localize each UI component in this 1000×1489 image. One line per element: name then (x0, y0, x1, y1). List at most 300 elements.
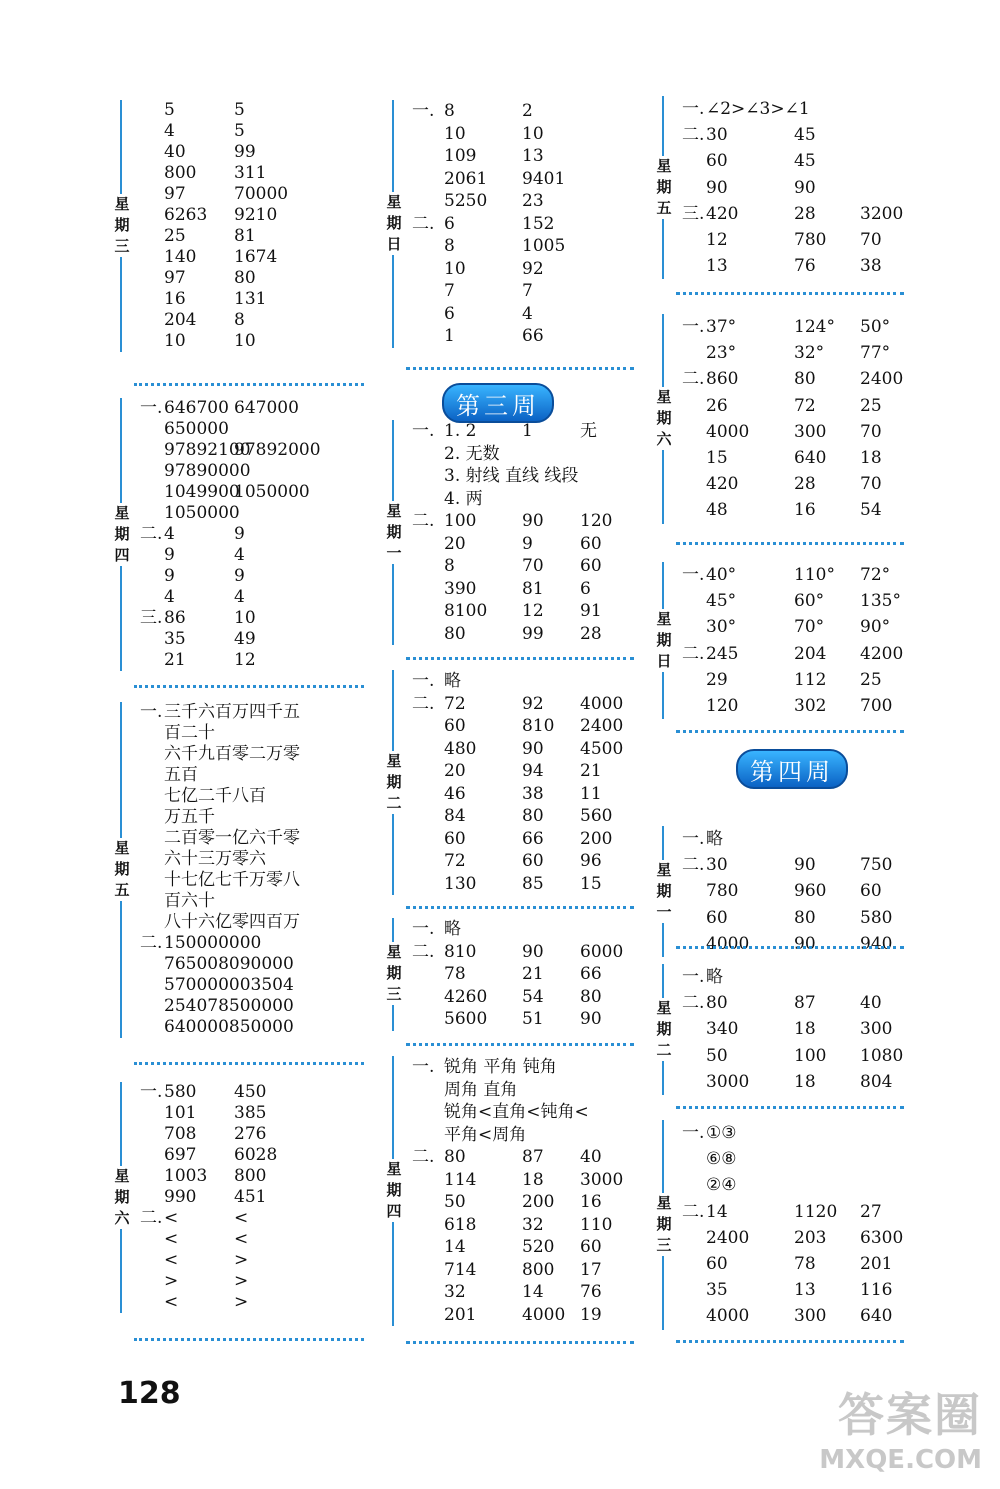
answer-value: 78 (794, 1253, 816, 1274)
answer-value: 72 (794, 395, 816, 416)
answer-value: 1005 (522, 236, 566, 256)
answer-value: 50 (706, 1045, 728, 1066)
answer-value: 40 (580, 1147, 602, 1167)
question-number: 一. (140, 702, 163, 722)
answer-value: 114 (444, 1169, 477, 1190)
answer-value: 245 (706, 643, 739, 664)
answer-value: 580 (164, 1082, 197, 1102)
question-number: 二. (682, 643, 705, 664)
answer-value: 66 (580, 964, 602, 984)
weekday-label: 星 期 六 (654, 387, 674, 450)
answer-value: 20 (444, 761, 466, 781)
answer-value: 112 (794, 669, 827, 690)
answer-value: 十七亿七千万零八 (164, 870, 300, 890)
answer-value: 18 (522, 1169, 544, 1190)
answer-value: 110° (794, 565, 835, 585)
section-divider (676, 292, 904, 295)
section-divider (134, 1062, 364, 1065)
answer-value: 120 (706, 695, 739, 716)
answer-value: 960 (794, 881, 827, 902)
answer-value: 46 (444, 783, 466, 804)
answer-value: 23 (522, 191, 544, 211)
answer-value: 810 (444, 941, 477, 962)
answer-value: 60 (444, 716, 466, 736)
answer-value: 420 (706, 474, 739, 495)
answer-value: 平角<周角 (444, 1124, 527, 1145)
answer-value: 12 (706, 229, 728, 250)
answer-value: 1120 (794, 1201, 838, 1222)
answer-value: 9 (164, 566, 175, 586)
answer-value: 780 (794, 229, 827, 250)
answer-value: 5600 (444, 1009, 488, 1029)
answer-value: 13 (794, 1280, 816, 1301)
answer-value: 90 (522, 511, 544, 531)
answer-value: 29 (706, 669, 728, 690)
answer-value: 锐角 平角 钝角 (444, 1057, 557, 1077)
answer-value: 8 (444, 101, 455, 121)
answer-value: 72° (860, 565, 891, 585)
answer-value: 78 (444, 964, 466, 984)
answer-value: 90 (706, 177, 728, 198)
answer-value: 203 (794, 1227, 827, 1248)
answer-value: 100 (794, 1045, 827, 1066)
answer-value: 60 (522, 851, 544, 871)
watermark-logo-text: 答案圈 (838, 1388, 982, 1442)
answer-value: 100 (444, 511, 477, 531)
answer-value: 二百零一亿六千零 (164, 828, 300, 848)
answer-value: 4 (164, 587, 175, 607)
answer-value: 六十三万零六 (164, 849, 266, 869)
answer-value: 26 (706, 395, 728, 416)
answer-value: 60 (706, 1253, 728, 1274)
answer-value: 110 (580, 1214, 613, 1235)
week-badge: 第三周 (442, 383, 554, 423)
answer-value: 7 (522, 281, 533, 301)
answer-value: 152 (522, 213, 555, 234)
question-number: 二. (682, 855, 705, 876)
answer-value: 300 (794, 421, 827, 442)
section-divider (406, 906, 634, 909)
answer-value: 五百 (164, 765, 198, 785)
answer-value: 96 (580, 851, 602, 871)
answer-value: 35 (706, 1280, 728, 1301)
weekday-label: 星 期 二 (384, 751, 404, 814)
answer-value: 32° (794, 343, 825, 364)
answer-value: 60 (706, 907, 728, 928)
question-number: 二. (140, 1208, 163, 1228)
answer-value: 4 (522, 303, 533, 324)
answer-value: 4 (234, 545, 245, 565)
answer-value: 10 (234, 331, 256, 351)
answer-value: 60° (794, 591, 825, 612)
question-number: 二. (682, 125, 705, 146)
answer-value: 50 (444, 1192, 466, 1212)
answer-value: < (164, 1292, 179, 1312)
answer-value: 80 (522, 806, 544, 826)
question-number: 二. (140, 524, 163, 544)
answer-value: 200 (580, 828, 613, 849)
answer-value: 6300 (860, 1227, 904, 1248)
answer-value: 3. 射线 直线 线段 (444, 466, 579, 486)
answer-value: 28 (794, 474, 816, 495)
answer-value: < (164, 1208, 179, 1228)
answer-value: 10 (164, 331, 186, 351)
answer-value: 21 (522, 964, 544, 984)
answer-value: 40° (706, 565, 737, 585)
question-number: 一. (682, 829, 705, 849)
answer-value: 30° (706, 617, 737, 638)
answer-value: 4 (164, 524, 175, 544)
answer-value: 11 (580, 783, 602, 804)
answer-value: 27 (860, 1201, 882, 1222)
answer-value: 60 (706, 151, 728, 172)
answer-value: 72 (444, 693, 466, 714)
answer-value: 略 (706, 829, 723, 849)
watermark-site: MXQE.COM (819, 1445, 982, 1475)
question-number: 一. (412, 919, 435, 939)
answer-value: 1080 (860, 1045, 904, 1066)
question-number: 一. (682, 565, 705, 585)
answer-value: 570000003504 (164, 975, 294, 995)
answer-value: 18 (860, 447, 882, 468)
page-number: 128 (118, 1376, 181, 1411)
answer-value: 76 (580, 1282, 602, 1302)
answer-value: 4000 (706, 1306, 750, 1327)
answer-value: 9210 (234, 205, 278, 225)
answer-value: 640000850000 (164, 1017, 294, 1037)
weekday-label: 星 期 六 (112, 1166, 132, 1229)
answer-value: 25 (860, 669, 882, 690)
answer-value: 21 (580, 761, 602, 781)
answer-value: 19 (580, 1304, 602, 1325)
answer-value: 8 (444, 556, 455, 576)
section-divider (134, 383, 364, 386)
answer-value: 90 (522, 941, 544, 962)
answer-value: 1 (444, 326, 455, 346)
answer-value: 14 (706, 1201, 728, 1222)
answer-value: 54 (522, 986, 544, 1007)
answer-value: 81 (234, 226, 256, 246)
section-divider (676, 946, 904, 949)
answer-value: 无 (580, 421, 597, 441)
answer-value: 804 (860, 1071, 893, 1092)
question-number: 一. (682, 1123, 705, 1143)
answer-value: 101 (164, 1103, 197, 1123)
answer-value: 5 (234, 121, 245, 141)
answer-value: 80 (234, 268, 256, 288)
answer-value: 2400 (706, 1227, 750, 1248)
answer-value: 5 (234, 100, 245, 120)
answer-value: < (234, 1208, 249, 1228)
answer-value: 10 (444, 123, 466, 144)
answer-value: 48 (706, 500, 728, 521)
section-divider (676, 1106, 904, 1109)
answer-value: 4 (164, 121, 175, 141)
answer-value: 97 (164, 184, 186, 204)
question-number: 一. (682, 99, 705, 119)
answer-value: 60 (580, 533, 602, 554)
answer-value: 90 (580, 1009, 602, 1029)
answer-value: 70 (860, 474, 882, 495)
answer-value: 66 (522, 828, 544, 849)
answer-value: 2400 (860, 369, 904, 390)
answer-value: 6 (580, 578, 591, 599)
answer-value: 254078500000 (164, 996, 294, 1016)
answer-value: 800 (164, 163, 197, 183)
answer-value: 4 (234, 587, 245, 607)
answer-value: 45° (706, 591, 737, 612)
answer-value: 9 (234, 524, 245, 544)
answer-value: 80 (706, 993, 728, 1014)
question-number: 二. (412, 213, 435, 234)
answer-value: 1674 (234, 247, 278, 267)
answer-value: 8100 (444, 601, 488, 621)
answer-value: 8 (234, 310, 245, 330)
answer-value: 80 (794, 369, 816, 390)
answer-value: 99 (522, 623, 544, 644)
section-divider (134, 685, 364, 688)
answer-value: 16 (580, 1192, 602, 1212)
answer-value: 37° (706, 317, 737, 337)
answer-value: 97892100 (164, 440, 251, 460)
answer-value: 80 (444, 1147, 466, 1167)
answer-value: 3000 (706, 1071, 750, 1092)
answer-value: 90 (794, 177, 816, 198)
answer-value: 84 (444, 806, 466, 826)
answer-value: 1 (522, 421, 533, 441)
answer-value: 640 (860, 1306, 893, 1327)
question-number: 三. (682, 203, 705, 224)
answer-value: 18 (794, 1019, 816, 1040)
question-number: 三. (140, 608, 163, 628)
answer-value: 八十六亿零四百万 (164, 912, 300, 932)
answer-value: 4500 (580, 738, 624, 759)
answer-value: 131 (234, 289, 267, 309)
answer-value: 97 (164, 268, 186, 288)
answer-value: 66 (522, 326, 544, 346)
question-number: 二. (412, 511, 435, 531)
answer-value: < (164, 1229, 179, 1249)
answer-value: 99 (234, 142, 256, 162)
answer-value: > (164, 1271, 179, 1291)
answer-value: 7 (444, 281, 455, 301)
answer-value: 80 (794, 907, 816, 928)
answer-value: 116 (860, 1280, 893, 1301)
weekday-label: 星 期 四 (384, 1159, 404, 1222)
weekday-label: 星 期 四 (112, 503, 132, 566)
question-number: 二. (412, 1147, 435, 1167)
answer-value: 90 (794, 933, 816, 954)
answer-value: 4000 (706, 933, 750, 954)
answer-value: 54 (860, 500, 882, 521)
answer-value: 750 (860, 855, 893, 876)
answer-value: 76 (794, 256, 816, 277)
answer-value: 3200 (860, 203, 904, 224)
answer-value: 70000 (234, 184, 289, 204)
answer-value: 6263 (164, 205, 208, 225)
answer-value: 40 (164, 142, 186, 162)
answer-value: 72 (444, 851, 466, 871)
question-number: 一. (682, 967, 705, 987)
weekday-label: 星 期 二 (654, 998, 674, 1061)
answer-value: 49 (234, 629, 256, 649)
answer-value: 10 (234, 608, 256, 628)
answer-value: 13 (522, 146, 544, 166)
answer-value: 15 (706, 447, 728, 468)
question-number: 一. (140, 398, 163, 418)
answer-value: 97890000 (164, 461, 251, 481)
answer-value: 646700 (164, 398, 229, 418)
answer-value: 18 (794, 1071, 816, 1092)
question-number: 二. (412, 941, 435, 962)
answer-value: 4260 (444, 986, 488, 1007)
answer-value: 708 (164, 1124, 197, 1144)
answer-value: > (234, 1250, 249, 1270)
answer-value: 300 (860, 1019, 893, 1040)
answer-value: 14 (444, 1237, 466, 1257)
answer-value: 480 (444, 738, 477, 759)
answer-value: 520 (522, 1237, 555, 1257)
answer-value: 2400 (580, 716, 624, 736)
weekday-label: 星 期 三 (112, 194, 132, 257)
question-number: 一. (412, 421, 435, 441)
answer-value: 385 (234, 1103, 267, 1123)
answer-value: 92 (522, 258, 544, 279)
answer-value: 百二十 (164, 723, 215, 743)
answer-value: 340 (706, 1019, 739, 1040)
answer-value: 990 (164, 1187, 197, 1207)
answer-value: 锐角<直角<钝角< (444, 1102, 589, 1122)
answer-value: 800 (234, 1166, 267, 1186)
answer-value: 2061 (444, 168, 488, 189)
answer-value: 560 (580, 806, 613, 826)
answer-value: ⑥⑧ (706, 1149, 737, 1170)
weekday-label: 星 期 一 (654, 860, 674, 923)
answer-value: 714 (444, 1259, 477, 1280)
answer-value: 3000 (580, 1169, 624, 1190)
answer-value: 80 (580, 986, 602, 1007)
answer-value: 87 (794, 993, 816, 1014)
answer-value: 800 (522, 1259, 555, 1280)
answer-value: 60 (580, 1237, 602, 1257)
answer-value: 780 (706, 881, 739, 902)
answer-value: 94 (522, 761, 544, 781)
answer-value: 32 (522, 1214, 544, 1235)
answer-value: 86 (164, 608, 186, 628)
answer-value: 124° (794, 317, 835, 337)
answer-value: 130 (444, 873, 477, 894)
answer-value: 23° (706, 343, 737, 364)
answer-value: 4. 两 (444, 488, 483, 509)
answer-value: 451 (234, 1187, 267, 1207)
answer-value: 204 (164, 310, 197, 330)
section-divider (406, 1043, 634, 1046)
answer-value: 三千六百万四千五 (164, 702, 300, 722)
answer-value: 81 (522, 578, 544, 599)
answer-value: 40 (860, 993, 882, 1014)
answer-value: 450 (234, 1082, 267, 1102)
answer-value: 140 (164, 247, 197, 267)
answer-value: 25 (860, 395, 882, 416)
answer-value: 16 (164, 289, 186, 309)
answer-value: 697 (164, 1145, 197, 1165)
answer-value: 1050000 (234, 482, 310, 502)
weekday-label: 星 期 五 (112, 838, 132, 901)
answer-value: 周角 直角 (444, 1079, 518, 1100)
answer-value: 85 (522, 873, 544, 894)
question-number: 一. (682, 317, 705, 337)
answer-value: 5 (164, 100, 175, 120)
answer-value: 21 (164, 650, 186, 670)
answer-value: 45 (794, 151, 816, 172)
section-divider (406, 1341, 634, 1344)
weekday-label: 星 期 三 (654, 1193, 674, 1256)
answer-value: 28 (794, 203, 816, 224)
watermark (819, 1379, 982, 1475)
answer-value: 90 (794, 855, 816, 876)
answer-value: 77° (860, 343, 891, 364)
answer-value: 38 (522, 783, 544, 804)
weekday-label: 星 期 日 (384, 192, 404, 255)
question-number: 一. (412, 101, 435, 121)
answer-value: 七亿二千八百 (164, 786, 266, 806)
question-number: 一. (140, 1082, 163, 1102)
weekday-label: 星 期 三 (384, 942, 404, 1005)
answer-value: 9 (522, 533, 533, 554)
answer-value: 70° (794, 617, 825, 638)
weekday-label: 星 期 一 (384, 501, 404, 564)
question-number: 二. (140, 933, 163, 953)
answer-value: 120 (580, 511, 613, 531)
answer-value: 12 (234, 650, 256, 670)
answer-value: 13 (706, 256, 728, 277)
answer-value: 9401 (522, 168, 566, 189)
question-number: 一. (412, 1057, 435, 1077)
answer-value: 810 (522, 716, 555, 736)
answer-value: 6 (444, 303, 455, 324)
answer-value: ∠2>∠3>∠1 (706, 99, 810, 119)
question-number: 一. (412, 671, 435, 691)
answer-value: 1049900 (164, 482, 240, 502)
answer-value: 8 (444, 236, 455, 256)
week-badge: 第四周 (736, 749, 848, 789)
answer-value: 420 (706, 203, 739, 224)
question-number: 二. (682, 993, 705, 1014)
answer-value: 六千九百零二万零 (164, 744, 300, 764)
answer-value: 276 (234, 1124, 267, 1144)
answer-value: 70 (860, 421, 882, 442)
answer-value: 201 (860, 1253, 893, 1274)
answer-value: 109 (444, 146, 477, 166)
answer-value: 38 (860, 256, 882, 277)
answer-value: 90° (860, 617, 891, 638)
question-number: 二. (682, 1201, 705, 1222)
answer-value: 51 (522, 1009, 544, 1029)
answer-value: 87 (522, 1147, 544, 1167)
answer-value: 6028 (234, 1145, 278, 1165)
answer-value: 4200 (860, 643, 904, 664)
answer-value: 25 (164, 226, 186, 246)
answer-value: 647000 (234, 398, 299, 418)
answer-value: 860 (706, 369, 739, 390)
answer-value: 1003 (164, 1166, 208, 1186)
answer-value: 10 (522, 123, 544, 144)
answer-value: 97892000 (234, 440, 321, 460)
answer-value: 201 (444, 1304, 477, 1325)
answer-value: 20 (444, 533, 466, 554)
answer-value: 204 (794, 643, 827, 664)
answer-value: 4000 (522, 1304, 566, 1325)
